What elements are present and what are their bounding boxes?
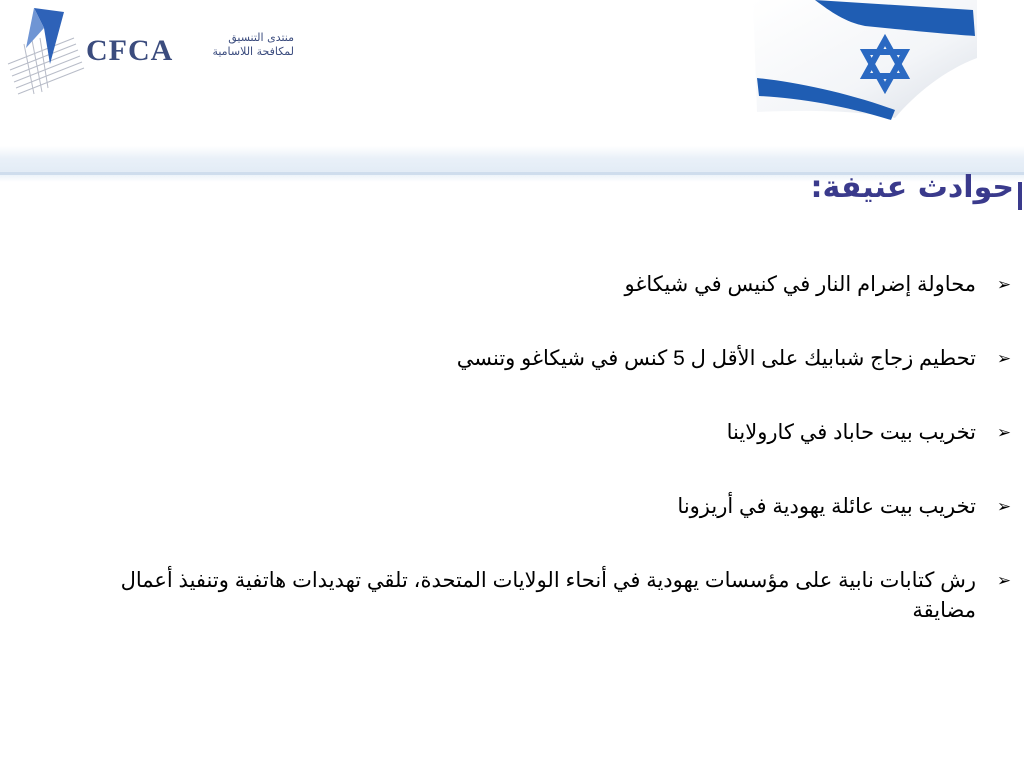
- arrow-bullet-icon: ➢: [996, 423, 1012, 443]
- israel-flag-icon: [745, 0, 985, 122]
- cfca-logo-icon: [4, 4, 94, 96]
- logo-arabic-name: منتدى التنسيق لمكافحة اللاسامية: [212, 31, 294, 58]
- cfca-logo: [4, 4, 294, 96]
- list-item: [80, 566, 1014, 626]
- arrow-bullet-icon: ➢: [996, 275, 1012, 295]
- bullet-text: رش كتابات نابية على مؤسسات يهودية في أنحاء الولايات المتحدة، تلقي تهديدات هاتفية وتنفيذ أعمال مضايقة: [120, 569, 976, 622]
- list-item: [80, 344, 1014, 374]
- bullet-text: محاولة إضرام النار في كنيس في شيكاغو: [624, 273, 976, 296]
- title-accent-bar: [1018, 182, 1022, 210]
- logo-brand-text: CFCA: [86, 34, 174, 67]
- arrow-bullet-icon: ➢: [996, 571, 1012, 591]
- list-item: [80, 492, 1014, 522]
- bullet-text: تحطيم زجاج شبابيك على الأقل ل 5 كنس في شيكاغو وتنسي: [456, 347, 976, 370]
- list-item: [80, 270, 1014, 300]
- bullet-text: تخريب بيت عائلة يهودية في أريزونا: [677, 495, 976, 518]
- list-item: [80, 418, 1014, 448]
- arrow-bullet-icon: ➢: [996, 349, 1012, 369]
- slide-title: حوادث عنيفة:: [810, 170, 1014, 205]
- bullet-text: تخريب بيت حاباد في كارولاينا: [726, 421, 976, 444]
- arrow-bullet-icon: ➢: [996, 497, 1012, 517]
